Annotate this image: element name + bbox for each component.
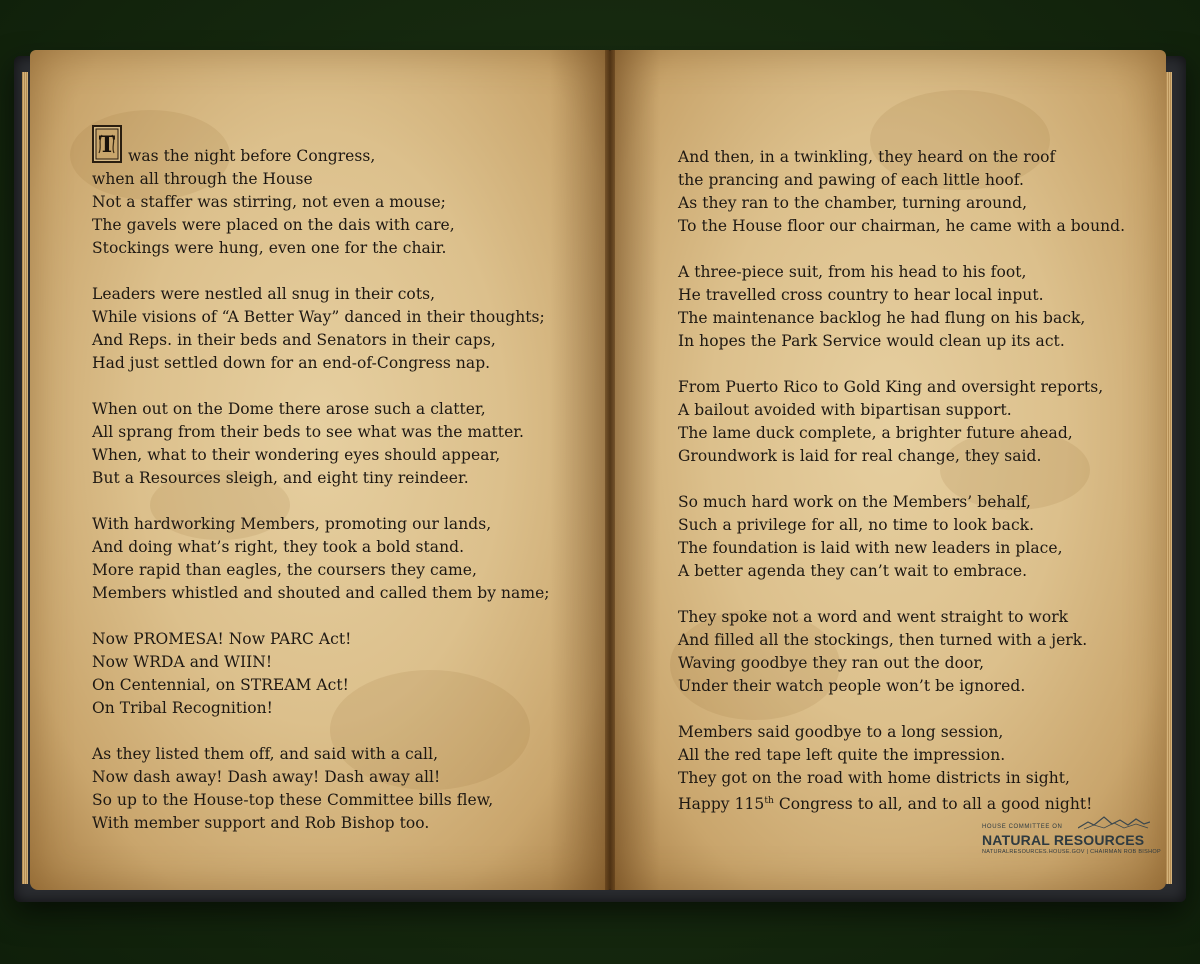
poem-line: As they listed them off, and said with a call, xyxy=(92,745,439,763)
dropcap-letter: T xyxy=(98,132,116,158)
poem-first-line xyxy=(92,132,610,168)
last-line-end: Congress to all, and to all a good night! xyxy=(773,795,1093,814)
poem-line: They spoke not a word and went straight to work xyxy=(678,608,1069,626)
logo-sub-text: NATURALRESOURCES.HOUSE.GOV | CHAIRMAN ROB BISHOP xyxy=(982,849,1161,855)
left-page-edges xyxy=(22,72,28,884)
poem-line: All sprang from their beds to see what was the matter. xyxy=(92,423,525,441)
poem-line: But a Resources sleigh, and eight tiny reindeer. xyxy=(92,469,469,487)
poem-line: Such a privilege for all, no time to look back. xyxy=(678,516,1035,534)
book-spine xyxy=(605,50,615,890)
last-line-start: Happy 115 xyxy=(678,795,765,814)
poem-line: Now PROMESA! Now PARC Act! xyxy=(92,630,352,648)
poem-line: And doing what’s right, they took a bold stand. xyxy=(92,538,465,556)
poem-line: Waving goodbye they ran out the door, xyxy=(678,654,985,672)
mountain-icon xyxy=(1078,816,1150,830)
poem-line: Stockings were hung, even one for the chair. xyxy=(92,239,447,257)
stanza xyxy=(678,606,1158,698)
poem-line: While visions of “A Better Way” danced in their thoughts; xyxy=(92,308,545,326)
poem-line: From Puerto Rico to Gold King and oversight reports, xyxy=(678,378,1104,396)
poem-line: When, what to their wondering eyes should appear, xyxy=(92,446,501,464)
poem-line: The lame duck complete, a brighter future ahead, xyxy=(678,424,1073,442)
poem-line: the prancing and pawing of each little hoof. xyxy=(678,171,1025,189)
poem-line: The foundation is laid with new leaders in place, xyxy=(678,539,1063,557)
poem-line: And then, in a twinkling, they heard on the roof xyxy=(678,148,1056,166)
left-poem xyxy=(92,132,610,858)
poem-line: when all through the House xyxy=(92,170,313,188)
poem-line: And filled all the stockings, then turned with a jerk. xyxy=(678,631,1088,649)
stanza xyxy=(92,132,610,260)
stanza xyxy=(678,261,1158,353)
poem-line: Under their watch people won’t be ignored. xyxy=(678,677,1026,695)
poem-line: A better agenda they can’t wait to embrace. xyxy=(678,562,1028,580)
stanza xyxy=(92,398,610,490)
poem-line: With hardworking Members, promoting our lands, xyxy=(92,515,492,533)
stanza xyxy=(678,376,1158,468)
poem-line: As they ran to the chamber, turning around, xyxy=(678,194,1028,212)
stanza xyxy=(92,283,610,375)
dropcap-ornament xyxy=(92,125,122,163)
poem-line: The maintenance backlog he had flung on his back, xyxy=(678,309,1086,327)
poem-line: To the House floor our chairman, he came with a bound. xyxy=(678,217,1126,235)
poem-last-line xyxy=(678,790,1158,816)
poem-line: With member support and Rob Bishop too. xyxy=(92,814,430,832)
right-poem xyxy=(678,146,1158,839)
poem-line: They got on the road with home districts in sight, xyxy=(678,769,1071,787)
right-page-edges xyxy=(1166,72,1172,884)
poem-line: So up to the House-top these Committee bills flew, xyxy=(92,791,494,809)
left-page xyxy=(30,50,610,890)
poem-line: Now WRDA and WIIN! xyxy=(92,653,273,671)
stanza xyxy=(678,491,1158,583)
open-book xyxy=(14,50,1186,902)
poem-line: Members said goodbye to a long session, xyxy=(678,723,1004,741)
logo-top-text: HOUSE COMMITTEE ON xyxy=(982,824,1063,830)
poem-line: And Reps. in their beds and Senators in their caps, xyxy=(92,331,496,349)
right-page xyxy=(610,50,1166,890)
poem-line: On Tribal Recognition! xyxy=(92,699,273,717)
poem-line: In hopes the Park Service would clean up its act. xyxy=(678,332,1065,350)
poem-line: On Centennial, on STREAM Act! xyxy=(92,676,349,694)
poem-line: A bailout avoided with bipartisan support. xyxy=(678,401,1012,419)
stanza xyxy=(92,513,610,605)
poem-line: When out on the Dome there arose such a clatter, xyxy=(92,400,486,418)
ordinal-suffix: th xyxy=(764,796,774,806)
stanza xyxy=(92,743,610,835)
poem-line: A three-piece suit, from his head to his foot, xyxy=(678,263,1027,281)
poem-line: Had just settled down for an end-of-Congress nap. xyxy=(92,354,491,372)
poem-line: Members whistled and shouted and called them by name; xyxy=(92,584,550,602)
poem-line: Leaders were nestled all snug in their cots, xyxy=(92,285,436,303)
logo-main-text: NATURAL RESOURCES xyxy=(982,832,1145,848)
poem-line: Not a staffer was stirring, not even a mouse; xyxy=(92,193,446,211)
poem-line: All the red tape left quite the impression. xyxy=(678,746,1006,764)
poem-line: More rapid than eagles, the coursers they came, xyxy=(92,561,477,579)
poem-line: The gavels were placed on the dais with care, xyxy=(92,216,455,234)
natural-resources-logo xyxy=(982,816,1161,860)
stanza xyxy=(678,146,1158,238)
poem-line: Now dash away! Dash away! Dash away all! xyxy=(92,768,441,786)
poem-line: He travelled cross country to hear local input. xyxy=(678,286,1044,304)
poem-line: was the night before Congress, xyxy=(128,147,376,165)
stanza xyxy=(678,721,1158,816)
poem-line: So much hard work on the Members’ behalf, xyxy=(678,493,1032,511)
stanza xyxy=(92,628,610,720)
poem-line: Groundwork is laid for real change, they said. xyxy=(678,447,1042,465)
